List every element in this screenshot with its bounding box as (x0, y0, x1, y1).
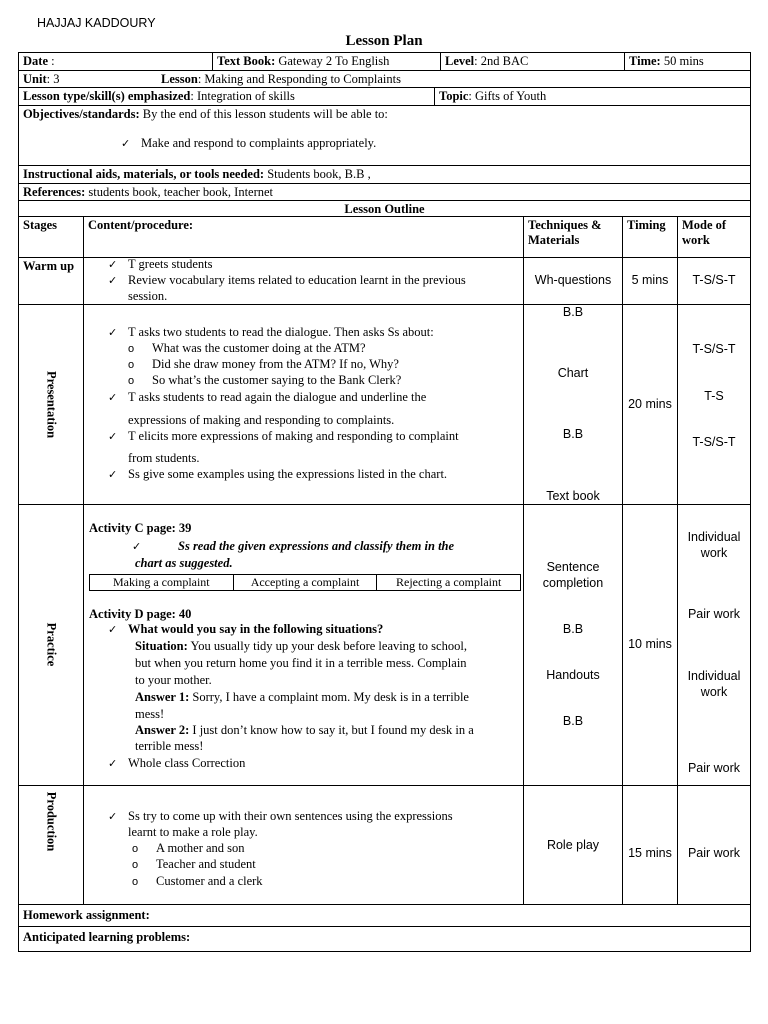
production-timing-cell (622, 786, 677, 904)
lesson-value: : Making and Responding to Complaints (197, 72, 401, 86)
header-row-2 (18, 70, 751, 88)
outline-header-row (18, 216, 751, 258)
objectives-label: Objectives/standards: (23, 107, 140, 121)
page-title: Lesson Plan (345, 33, 423, 49)
practice-stage: Practice (44, 622, 59, 667)
practice-tech: Sentence (546, 560, 600, 574)
production-stage: Production (44, 791, 59, 852)
warmup-item: ✓ Review vocabulary items related to education learnt in the previous (108, 273, 466, 289)
topic-value: : Gifts of Youth (468, 89, 547, 103)
roleplay-option: o A mother and son (132, 841, 245, 858)
roleplay-option: o Customer and a clerk (132, 874, 263, 891)
problems-row (18, 926, 751, 952)
warmup-timing: 5 mins (631, 273, 669, 287)
presentation-item-cont: expressions of making and responding to complaints. (128, 413, 395, 427)
presentation-question: o What was the customer doing at the ATM? (128, 341, 366, 358)
presentation-tech: B.B (562, 427, 584, 441)
warmup-stage: Warm up (23, 259, 75, 273)
correction-item: ✓ Whole class Correction (108, 756, 245, 772)
presentation-item-cont: from students. (128, 451, 200, 465)
col-stages: Stages (23, 218, 58, 232)
presentation-item: ✓ T elicits more expressions of making and responding to complaint (108, 429, 459, 445)
practice-mode: work (700, 546, 728, 560)
outline-title-row (18, 200, 751, 217)
production-row (18, 785, 751, 905)
production-item-cont: learnt to make a role play. (128, 825, 258, 839)
activity-c-task: ✓ Ss read the given expressions and classify them in the (132, 539, 454, 555)
references-label: References: (23, 185, 86, 199)
homework-row (18, 904, 751, 927)
answer-2-text: I just don’t know how to say it, but I found my desk in a (192, 723, 474, 737)
production-timing: 15 mins (628, 846, 672, 860)
references-cell (19, 184, 750, 200)
objectives-row (18, 105, 751, 166)
warmup-item-cont: session. (128, 289, 168, 303)
practice-tech: B.B (562, 714, 584, 728)
production-mode-cell (677, 786, 750, 904)
references-value: students book, teacher book, Internet (88, 185, 274, 199)
presentation-item: ✓ T asks students to read again the dialogue and underline the (108, 390, 426, 406)
production-content (83, 786, 523, 904)
outline-title: Lesson Outline (344, 202, 425, 216)
warmup-item: ✓ T greets students (108, 258, 212, 273)
time-label: Time: (629, 54, 661, 68)
type-label: Lesson type/skill(s) emphasized (23, 89, 191, 103)
presentation-question: o Did she draw money from the ATM? If no, Why? (128, 357, 399, 374)
answer-2-label: Answer 2: (135, 723, 190, 737)
presentation-stage-cell (19, 305, 83, 504)
col-techniques: Techniques & Materials (523, 217, 622, 257)
homework-label: Homework assignment: (23, 908, 150, 922)
practice-row (18, 504, 751, 786)
warmup-content (83, 258, 523, 304)
classification-chart (89, 574, 521, 591)
topic-label: Topic (439, 89, 469, 103)
date-label: Date (23, 54, 48, 68)
production-technique: Role play (546, 838, 600, 852)
references-row (18, 183, 751, 201)
activity-c-title: Activity C page: 39 (89, 521, 192, 535)
chart-col-making: Making a complaint (90, 575, 234, 590)
warmup-timing-cell (622, 258, 677, 304)
practice-mode: work (700, 685, 728, 699)
practice-tech: completion (542, 576, 604, 590)
activity-d-task: ✓ What would you say in the following situations? (108, 622, 383, 638)
aids-value: Students book, B.B , (267, 167, 371, 181)
presentation-question: o So what’s the customer saying to the Bank Clerk? (128, 373, 401, 390)
warmup-technique-cell (523, 258, 622, 304)
practice-mode: Individual (687, 669, 741, 683)
answer-1-line (135, 690, 469, 706)
warmup-mode: T-S/S-T (692, 273, 736, 287)
warmup-mode-cell (677, 258, 750, 304)
col-mode: Mode of work (677, 217, 750, 257)
production-technique-cell (523, 786, 622, 904)
col-timing: Timing (622, 217, 677, 257)
activity-c-task-cont: chart as suggested. (135, 556, 233, 570)
presentation-mode: T-S/S-T (692, 342, 736, 356)
presentation-timing: 20 mins (628, 397, 672, 411)
aids-cell (19, 166, 750, 183)
situation-label: Situation: (135, 639, 188, 653)
practice-mode: Pair work (687, 761, 741, 775)
practice-timing: 10 mins (628, 637, 672, 651)
roleplay-option: o Teacher and student (132, 857, 256, 874)
presentation-item: ✓ Ss give some examples using the expressions listed in the chart. (108, 467, 447, 483)
activity-d-title: Activity D page: 40 (89, 607, 192, 621)
presentation-item: ✓ T asks two students to read the dialogue. Then asks Ss about: (108, 325, 434, 341)
date-value: : (51, 54, 55, 68)
answer-2-line: terrible mess! (135, 739, 204, 753)
presentation-timing-cell (622, 305, 677, 504)
warmup-technique: Wh-questions (534, 273, 612, 287)
practice-techniques (523, 505, 622, 785)
situation-line: but when you return home you find it in a terrible mess. Complain (135, 656, 467, 670)
presentation-tech: Text book (546, 489, 600, 503)
time-cell (624, 53, 750, 70)
problems-label: Anticipated learning problems: (23, 930, 191, 944)
practice-mode: Pair work (687, 607, 741, 621)
production-stage-cell (19, 786, 83, 904)
unit-value: : 3 (46, 72, 60, 86)
practice-tech: B.B (562, 622, 584, 636)
textbook-value: Gateway 2 To English (278, 54, 390, 68)
topic-cell (434, 88, 750, 105)
type-value: : Integration of skills (190, 89, 295, 103)
situation-text: You usually tidy up your desk before leaving to school, (190, 639, 467, 653)
presentation-stage: Presentation (44, 370, 59, 439)
presentation-tech: B.B (562, 305, 584, 319)
lesson-label: Lesson (161, 72, 198, 86)
answer-1-line: mess! (135, 707, 165, 721)
time-value: 50 mins (663, 54, 704, 68)
type-cell (19, 88, 434, 105)
header-row-3 (18, 87, 751, 106)
presentation-modes (677, 305, 750, 504)
objective-item: ✓ Make and respond to complaints appropriately. (121, 136, 376, 152)
situation-line (135, 639, 467, 655)
objectives-value: By the end of this lesson students will be able to: (142, 107, 388, 121)
practice-timing-cell (622, 505, 677, 785)
practice-tech: Handouts (546, 668, 600, 682)
presentation-techniques (523, 305, 622, 504)
unit-label: Unit (23, 72, 47, 86)
answer-1-label: Answer 1: (135, 690, 190, 704)
presentation-row (18, 304, 751, 505)
author-name: HAJJAJ KADDOURY (37, 16, 156, 30)
answer-1-text: Sorry, I have a complaint mom. My desk is in a terrible (192, 690, 469, 704)
chart-col-accepting: Accepting a complaint (234, 575, 378, 590)
header-row-1 (18, 52, 751, 71)
level-value: : 2nd BAC (474, 54, 529, 68)
presentation-mode: T-S/S-T (692, 435, 736, 449)
textbook-cell (212, 53, 440, 70)
aids-label: Instructional aids, materials, or tools needed: (23, 167, 265, 181)
col-content: Content/procedure: (83, 217, 523, 257)
production-mode: Pair work (687, 846, 741, 860)
textbook-label: Text Book: (217, 54, 276, 68)
presentation-tech: Chart (557, 366, 589, 380)
practice-stage-cell (19, 505, 83, 785)
level-label: Level (445, 54, 475, 68)
answer-2-line (135, 723, 474, 739)
production-item: ✓ Ss try to come up with their own sentences using the expressions (108, 809, 453, 825)
unit-cell (19, 71, 159, 87)
level-cell (440, 53, 624, 70)
practice-modes (677, 505, 750, 785)
aids-row (18, 165, 751, 184)
warmup-row (18, 257, 751, 305)
date-cell (19, 53, 212, 70)
practice-mode: Individual (687, 530, 741, 544)
practice-content (83, 505, 523, 785)
situation-line: to your mother. (135, 673, 212, 687)
chart-col-rejecting: Rejecting a complaint (396, 575, 502, 589)
presentation-content (83, 305, 523, 504)
presentation-mode: T-S (704, 389, 724, 403)
lesson-cell (157, 71, 747, 87)
